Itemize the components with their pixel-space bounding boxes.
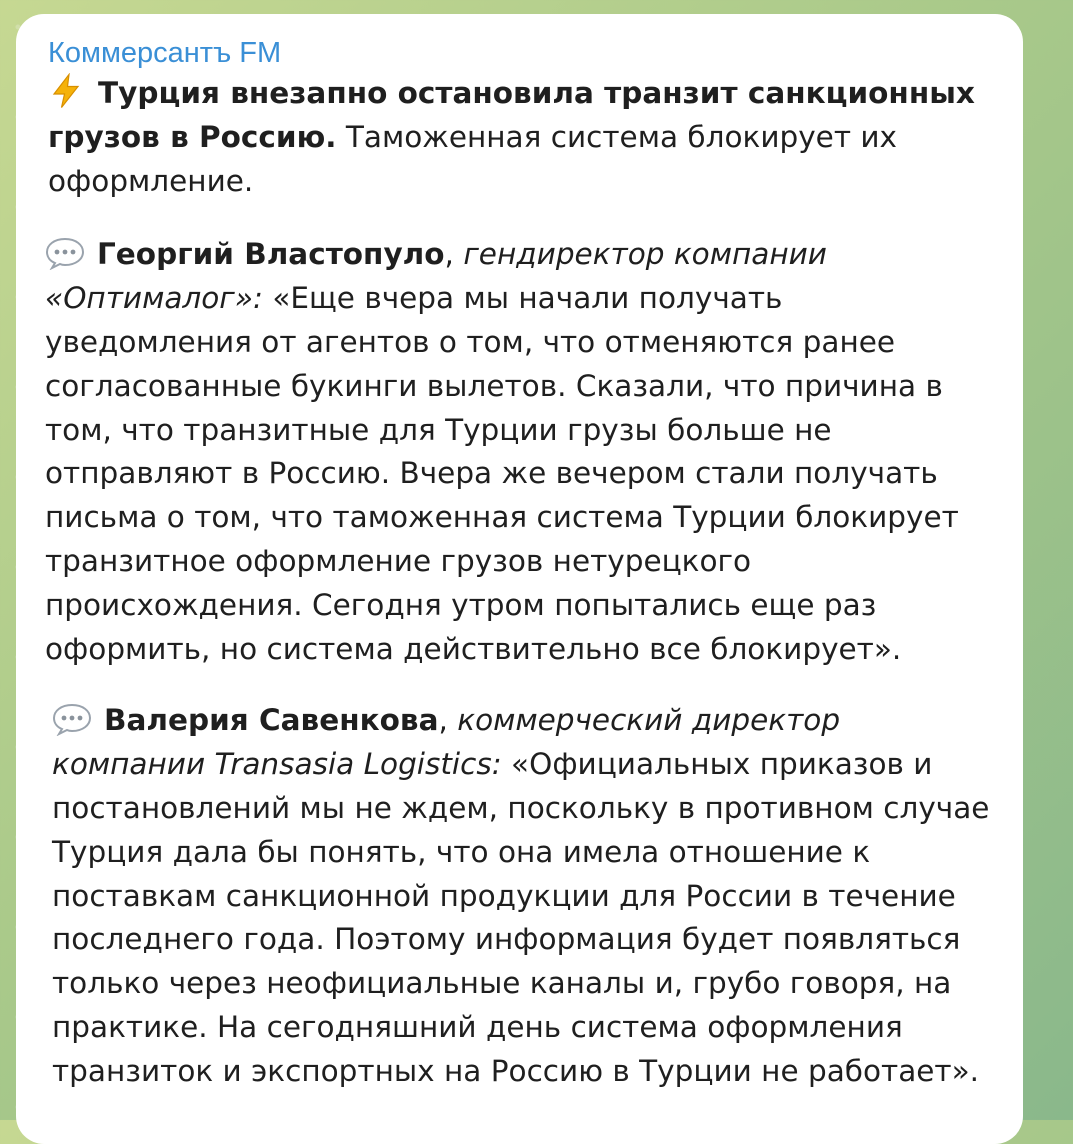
quote1-text: «Еще вчера мы начали получать уведомления от агентов о том, что отменяются ранее согласованные букинги вылетов. Сказали, что причина в том, что транзитные для Турции грузы больше не отправляют в Россию. Вчера же вечером стали получать письма о том, что таможенная система Турции блокирует транзитное оформление грузов нетурецкого происхождения. Сегодня утром попытались еще раз оформить, но система действительно все блокирует». (45, 281, 959, 666)
quote-paragraph-2 (52, 699, 993, 1093)
lightning-bolt-icon (48, 73, 84, 109)
quote2-role: коммерческий директор компании Transasia Logistics: (52, 703, 841, 782)
quote1-role: гендиректор компании «Оптималог»: (45, 237, 827, 316)
channel-name[interactable]: Коммерсантъ FM (48, 37, 282, 69)
headline-rest: Таможенная система блокирует их оформление. (48, 119, 898, 198)
quote1-author: Георгий Властопуло (97, 237, 445, 272)
headline-paragraph (48, 72, 993, 203)
message-bubble (16, 14, 1023, 1144)
quote2-author: Валерия Савенкова (104, 703, 439, 738)
quote2-sep: , (438, 703, 458, 738)
speech-bubble-icon (45, 236, 85, 270)
speech-bubble-icon (52, 702, 92, 736)
quote-paragraph-1 (45, 233, 993, 671)
quote1-sep: , (444, 237, 464, 272)
quote2-text: «Официальных приказов и постановлений мы не ждем, поскольку в противном случае Турция дала бы понять, что она имела отношение к поставкам санкционной продукции для России в течение последнего года. Поэтому информация будет появляться только через неофициальные каналы и, грубо говоря, на практике. На сегодняшний день система оформления транзиток и экспортных на Россию в Турции не работает». (52, 747, 990, 1088)
headline-bold: Турция внезапно остановила транзит санкционных грузов в Россию. (48, 76, 975, 154)
